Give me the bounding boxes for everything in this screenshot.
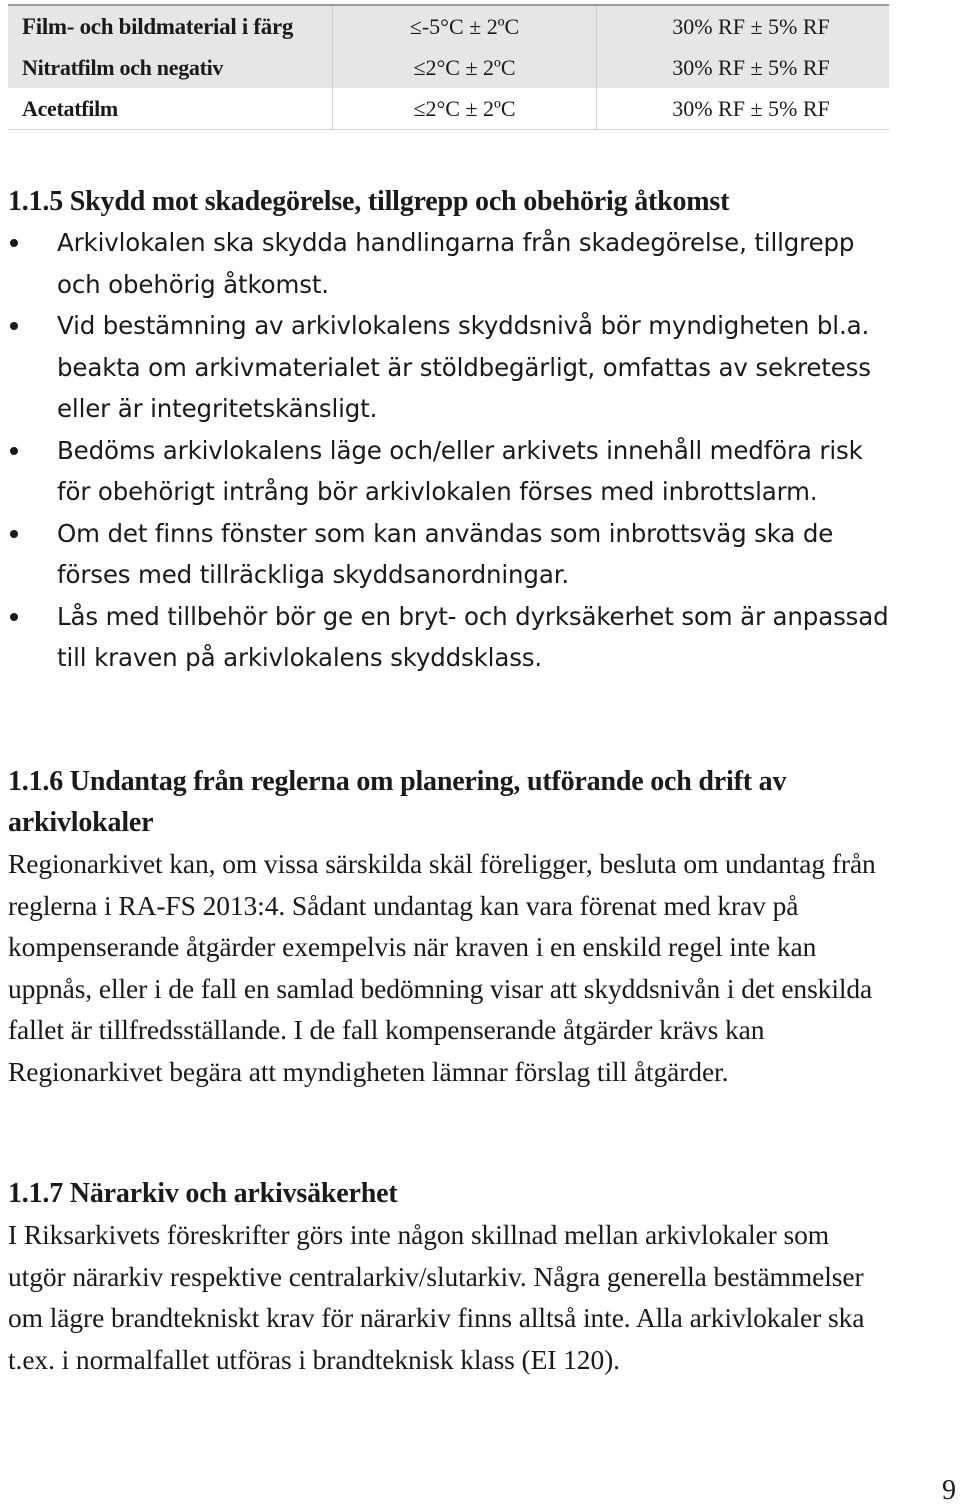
list-item xyxy=(0,222,900,305)
list-item-text: Om det finns fönster som kan användas som inbrottsväg ska de förses med tillräckliga skyddsanordningar. xyxy=(57,518,834,589)
table-row xyxy=(8,5,889,47)
humidity-cell: 30% RF ± 5% RF xyxy=(597,47,890,88)
list-item-text: Lås med tillbehör bör ge en bryt- och dyrksäkerhet som är anpassad till kraven på arkivlokalens skyddsklass. xyxy=(57,601,889,672)
temperature-cell: ≤2°C ± 2ºC xyxy=(333,88,597,130)
list-item-text: Vid bestämning av arkivlokalens skyddsnivå bör myndigheten bl.a. beakta om arkivmaterialet är stöldbegärligt, omfattas av sekretess eller är integritetskänsligt. xyxy=(57,311,871,423)
material-cell: Nitratfilm och negativ xyxy=(8,47,333,88)
climate-table xyxy=(8,4,889,130)
page-number: 9 xyxy=(942,1475,956,1506)
list-item-text: Arkivlokalen ska skydda handlingarna från skadegörelse, tillgrepp och obehörig åtkomst. xyxy=(57,228,855,299)
section-heading: 1.1.5 Skydd mot skadegörelse, tillgrepp och obehörig åtkomst xyxy=(8,186,730,217)
bullet-icon xyxy=(10,447,18,455)
material-cell: Acetatfilm xyxy=(8,88,333,130)
list-item-text: Bedöms arkivlokalens läge och/eller arkivets innehåll medföra risk för obehörigt intrång bör arkivlokalen förses med inbrottslarm. xyxy=(57,435,863,506)
humidity-cell: 30% RF ± 5% RF xyxy=(597,88,890,130)
section-heading: 1.1.7 Närarkiv och arkivsäkerhet xyxy=(8,1178,398,1209)
body-paragraph: Regionarkivet kan, om vissa särskilda skäl föreligger, besluta om undantag från reglerna i RA-FS 2013:4. Sådant undantag kan vara förenat med krav på kompenserande åtgärder exempelvis när kraven i en enskild regel inte kan uppnås, eller i de fall en samlad bedömning visar att skyddsnivån i det enskilda fallet är tillfredsställande. I de fall kompenserande åtgärder krävs kan Regionarkivet begära att myndigheten lämnar förslag till åtgärder. xyxy=(8,848,876,1087)
humidity-cell: 30% RF ± 5% RF xyxy=(597,5,890,47)
bullet-icon xyxy=(10,530,18,538)
list-item xyxy=(0,430,900,513)
list-item xyxy=(0,513,900,596)
bullet-icon xyxy=(10,239,18,247)
temperature-cell: ≤2°C ± 2ºC xyxy=(333,47,597,88)
list-item xyxy=(0,305,900,430)
bullet-icon xyxy=(10,322,18,330)
table-row xyxy=(8,47,889,88)
list-item xyxy=(0,596,900,679)
bullet-icon xyxy=(10,613,18,621)
bullet-list xyxy=(0,222,900,679)
material-cell: Film- och bildmaterial i färg xyxy=(8,5,333,47)
table-row xyxy=(8,88,889,130)
body-paragraph: I Riksarkivets föreskrifter görs inte någon skillnad mellan arkivlokaler som utgör närarkiv respektive centralarkiv/slutarkiv. Några generella bestämmelser om lägre brandtekniskt krav för närarkiv finns alltså inte. Alla arkivlokaler ska t.ex. i normalfallet utföras i brandteknisk klass (EI 120). xyxy=(8,1219,865,1375)
temperature-cell: ≤-5°C ± 2ºC xyxy=(333,5,597,47)
section-heading: 1.1.6 Undantag från reglerna om planering, utförande och drift av arkivlokaler xyxy=(8,766,787,838)
